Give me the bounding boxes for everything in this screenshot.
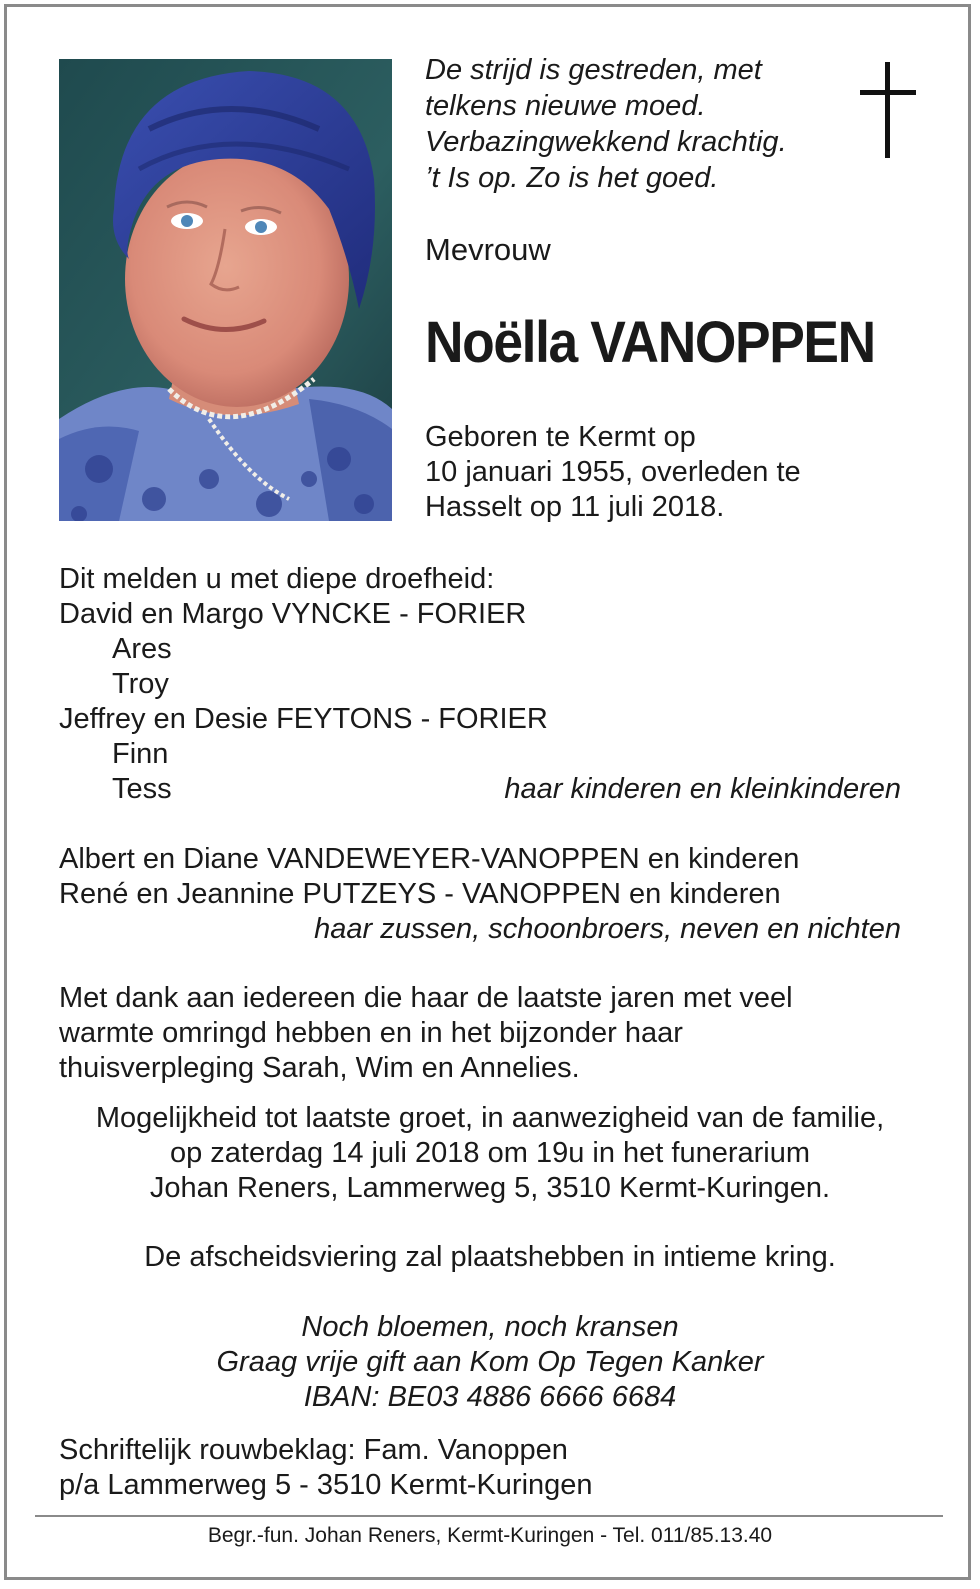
sibling-line: René en Jeannine PUTZEYS - VANOPPEN en kinderen <box>59 878 781 910</box>
poem-line: telkens nieuwe moed. <box>425 90 706 122</box>
birth-line: 10 januari 1955, overleden te <box>425 456 801 488</box>
thanks-line: Met dank aan iedereen die haar de laatste jaren met veel <box>59 982 793 1014</box>
ceremony-info <box>0 1240 980 1275</box>
cross-icon <box>860 62 916 163</box>
family-line: David en Margo VYNCKE - FORIER <box>59 598 527 630</box>
deceased-name: Noëlla VANOPPEN <box>425 310 875 375</box>
visitation-line: op zaterdag 14 juli 2018 om 19u in het funerarium <box>169 1137 811 1169</box>
thanks-paragraph <box>59 981 793 1086</box>
relation-label: haar kinderen en kleinkinderen <box>504 773 901 805</box>
birth-death-details <box>425 420 801 525</box>
birth-line: Hasselt op 11 juli 2018. <box>425 491 725 523</box>
siblings-list <box>59 842 901 947</box>
poem-line: De strijd is gestreden, met <box>425 54 762 86</box>
thanks-line: warmte omringd hebben en in het bijzonder haar <box>59 1017 683 1049</box>
mourners-intro: Dit melden u met diepe droefheid: <box>59 563 495 595</box>
condolences-address <box>59 1433 593 1503</box>
iban-line: IBAN: BE03 4886 6666 6684 <box>303 1381 677 1413</box>
grandchild: Finn <box>112 738 169 770</box>
poem-line: ’t Is op. Zo is het goed. <box>425 162 719 194</box>
funeral-home-footer: Begr.-fun. Johan Reners, Kermt-Kuringen - Tel. 011/85.13.40 <box>207 1524 773 1547</box>
sibling-line: Albert en Diane VANDEWEYER-VANOPPEN en kinderen <box>59 843 800 875</box>
thanks-line: thuisverpleging Sarah, Wim en Annelies. <box>59 1052 580 1084</box>
flowers-line: Graag vrije gift aan Kom Op Tegen Kanker <box>216 1346 764 1378</box>
portrait-photo <box>59 59 392 521</box>
footer-divider <box>35 1515 943 1517</box>
mourners-list <box>59 562 901 807</box>
visitation-line: Johan Reners, Lammerweg 5, 3510 Kermt-Kuringen. <box>149 1172 831 1204</box>
visitation-info <box>0 1101 980 1206</box>
last-grandchild-row <box>59 772 901 807</box>
honorific: Mevrouw <box>425 232 551 267</box>
poem-line: Verbazingwekkend krachtig. <box>425 126 787 158</box>
condolences-line: p/a Lammerweg 5 - 3510 Kermt-Kuringen <box>59 1469 593 1501</box>
grandchild: Ares <box>112 633 172 665</box>
flowers-info <box>0 1310 980 1415</box>
grandchild: Tess <box>112 773 172 805</box>
flowers-line: Noch bloemen, noch kransen <box>301 1311 679 1343</box>
grandchild: Troy <box>112 668 169 700</box>
relation-label: haar zussen, schoonbroers, neven en nichten <box>314 913 901 945</box>
birth-line: Geboren te Kermt op <box>425 421 696 453</box>
ceremony-line: De afscheidsviering zal plaatshebben in intieme kring. <box>144 1241 836 1273</box>
poem <box>425 52 787 196</box>
visitation-line: Mogelijkheid tot laatste groet, in aanwezigheid van de familie, <box>95 1102 885 1134</box>
condolences-line: Schriftelijk rouwbeklag: Fam. Vanoppen <box>59 1434 568 1466</box>
family-line: Jeffrey en Desie FEYTONS - FORIER <box>59 703 548 735</box>
